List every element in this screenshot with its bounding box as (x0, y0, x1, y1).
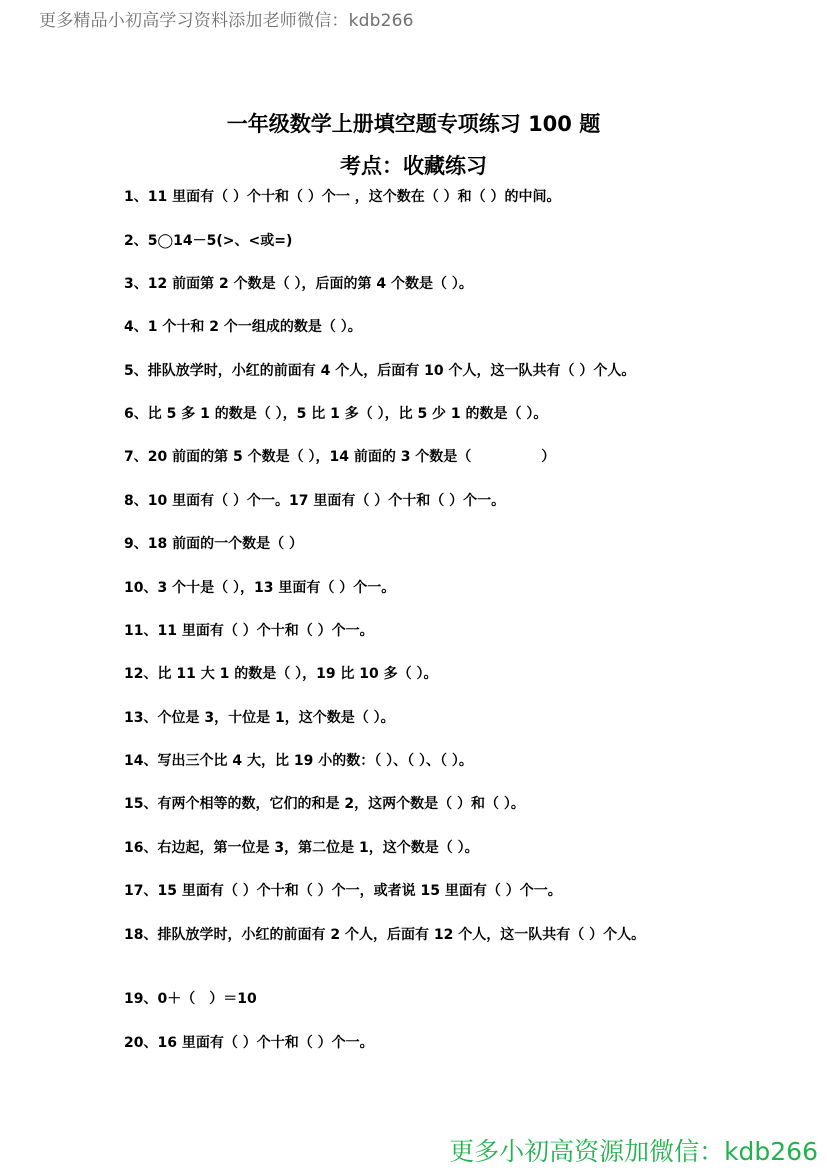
question-item: 13、个位是 3，十位是 1，这个数是（ ）。 (124, 710, 395, 726)
question-item: 5、排队放学时，小红的前面有 4 个人，后面有 10 个人，这一队共有（ ）个人。 (124, 363, 636, 379)
question-item: 1、11 里面有（ ）个十和（ ）个一 ，这个数在（ ）和（ ）的中间。 (124, 189, 561, 205)
question-item: 17、15 里面有（ ）个十和（ ）个一，或者说 15 里面有（ ）个一。 (124, 883, 562, 899)
question-item: 20、16 里面有（ ）个十和（ ）个一。 (124, 1035, 374, 1051)
question-item: 3、12 前面第 2 个数是（ ），后面的第 4 个数是（ ）。 (124, 276, 473, 292)
question-item: 18、排队放学时，小红的前面有 2 个人，后面有 12 个人，这一队共有（ ）个人。 (124, 927, 646, 943)
question-item: 8、10 里面有（ ）个一。17 里面有（ ）个十和（ ）个一。 (124, 493, 506, 509)
question-item: 6、比 5 多 1 的数是（ ），5 比 1 多（ ），比 5 少 1 的数是（ ）。 (124, 406, 548, 422)
question-item: 11、11 里面有（ ）个十和（ ）个一。 (124, 623, 374, 639)
page-title: 一年级数学上册填空题专项练习 100 题 (226, 112, 601, 136)
question-item: 10、3 个十是（ ），13 里面有（ ）个一。 (124, 580, 396, 596)
question-item: 9、18 前面的一个数是（ ） (124, 536, 303, 552)
question-item: 15、有两个相等的数，它们的和是 2，这两个数是（ ）和（ ）。 (124, 796, 525, 812)
page-subtitle: 考点：收藏练习 (340, 154, 487, 178)
footer-watermark-note: 更多小初高资源加微信：kdb266 (449, 1137, 818, 1166)
header-watermark-note: 更多精品小初高学习资料添加老师微信：kdb266 (39, 11, 414, 31)
question-item: 12、比 11 大 1 的数是（ ），19 比 10 多（ ）。 (124, 666, 438, 682)
question-item: 14、写出三个比 4 大，比 19 小的数：（ ）、（ ）、（ ）。 (124, 753, 473, 769)
question-item: 19、0＋（ ）＝10 (124, 991, 257, 1007)
question-item: 7、20 前面的第 5 个数是（ ），14 前面的 3 个数是（ ） (124, 449, 556, 465)
question-item: 2、5◯14－5(>、<或=) (124, 233, 293, 249)
question-item: 4、1 个十和 2 个一组成的数是（ ）。 (124, 319, 362, 335)
question-item: 16、右边起，第一位是 3，第二位是 1，这个数是（ ）。 (124, 840, 479, 856)
